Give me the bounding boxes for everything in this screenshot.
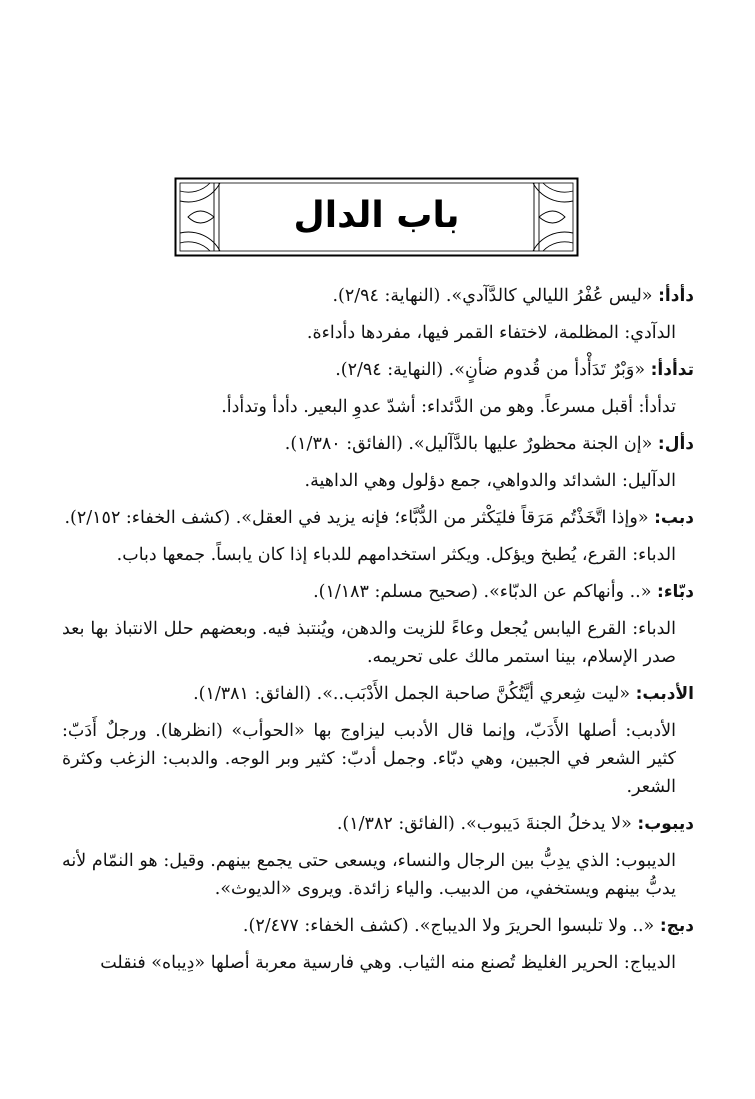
explanation-text: الديبوب: الذي يدِبُّ بين الرجال والنساء، ويسعى حتى يجمع بينهم. وقيل: هو النمّام لأنه يدبُّ بينهم ويستخفي، من الدبيب. والياء زائدة. ويروى «الديوث». <box>62 851 676 899</box>
dictionary-entries <box>62 282 694 986</box>
headword: دأدأ: <box>658 286 694 306</box>
quotation-text: «.. ولا تلبسوا الحريرَ ولا الديباج». (كشف الخفاء: ٢/٤٧٧). <box>242 916 660 936</box>
explanation-text: الديباج: الحرير الغليظ تُصنع منه الثياب. وهي فارسية معربة أصلها «دِيباه» فنقلت <box>100 953 676 973</box>
entry-paragraph <box>62 912 694 940</box>
gloss-paragraph <box>62 717 694 801</box>
gloss-paragraph <box>62 393 694 421</box>
quotation-text: «إن الجنة محظورٌ عليها بالدَّآليل». (الفائق: ١/٣٨٠). <box>284 434 658 454</box>
entry-paragraph <box>62 282 694 310</box>
headword: دبج: <box>659 916 694 936</box>
entry-paragraph <box>62 430 694 458</box>
explanation-text: الدآليل: الشدائد والدواهي، جمع دؤلول وهي الداهية. <box>304 471 676 491</box>
explanation-text: تدأدأ: أقبل مسرعاً. وهو من الدَّئداء: أشدّ عدوِ البعير. دأدأ وتدأدأ. <box>221 397 676 417</box>
gloss-paragraph <box>62 467 694 495</box>
quotation-text: «وإذا اتَّخَذْتُم مَرَقاً فليَكْثر من الدُّبَّاء؛ فإنه يزيد في العقل». (كشف الخفاء: ٢/١٥٢). <box>64 508 655 528</box>
headword: دبّاء: <box>657 582 694 602</box>
explanation-text: الدآدي: المظلمة، لاختفاء القمر فيها، مفردها دأداءة. <box>306 323 676 343</box>
gloss-paragraph <box>62 615 694 671</box>
gloss-paragraph <box>62 847 694 903</box>
gloss-paragraph <box>62 319 694 347</box>
explanation-text: الدباء: القرع، يُطبخ ويؤكل. ويكثر استخدامهم للدباء إذا كان يابساً. جمعها دباب. <box>116 545 676 565</box>
entry-paragraph <box>62 680 694 708</box>
quotation-text: «ليت شِعري أيَّتُكُنَّ صاحبة الجمل الأَدْبَب..». (الفائق: ١/٣٨١). <box>193 684 636 704</box>
headword: الأدبب: <box>635 684 694 704</box>
entry-paragraph <box>62 504 694 532</box>
chapter-title: باب الدال <box>293 195 460 236</box>
headword: دبب: <box>654 508 694 528</box>
quotation-text: «لا يدخلُ الجنةَ دَيبوب». (الفائق: ١/٣٨٢). <box>336 814 638 834</box>
headword: ديبوب: <box>637 814 694 834</box>
quotation-text: «ليس عُفْرُ الليالي كالدَّآدي». (النهاية: ٢/٩٤). <box>332 286 659 306</box>
entry-paragraph <box>62 810 694 838</box>
headword: دأل: <box>657 434 694 454</box>
entry-paragraph <box>62 356 694 384</box>
entry-paragraph <box>62 578 694 606</box>
explanation-text: الأدبب: أصلها الأَدَبّ، وإنما قال الأدبب ليزاوج بها «الحوأب» (انظرها). ورجلٌ أَدَبّ: كثير الشعر في الجبين، وهي دبّاء. وجمل أدبّ: كثير وبر الوجه. والدبب: الزغب وكثرة الشعر. <box>62 721 676 797</box>
quotation-text: «وَبْرٌ تَدَأْدأ من قُدوم ضأنٍ». (النهاية: ٢/٩٤). <box>335 360 651 380</box>
quotation-text: «.. وأنهاكم عن الدبّاء». (صحيح مسلم: ١/١٨٣). <box>313 582 658 602</box>
gloss-paragraph <box>62 541 694 569</box>
chapter-frame <box>174 177 579 257</box>
headword: تدأدأ: <box>650 360 694 380</box>
gloss-paragraph <box>62 949 694 977</box>
explanation-text: الدباء: القرع اليابس يُجعل وعاءً للزيت والدهن، ويُنتبذ فيه. وبعضهم حلل الانتباذ بها بعد صدر الإسلام، بينا استمر مالك على تحريمه. <box>62 619 676 667</box>
